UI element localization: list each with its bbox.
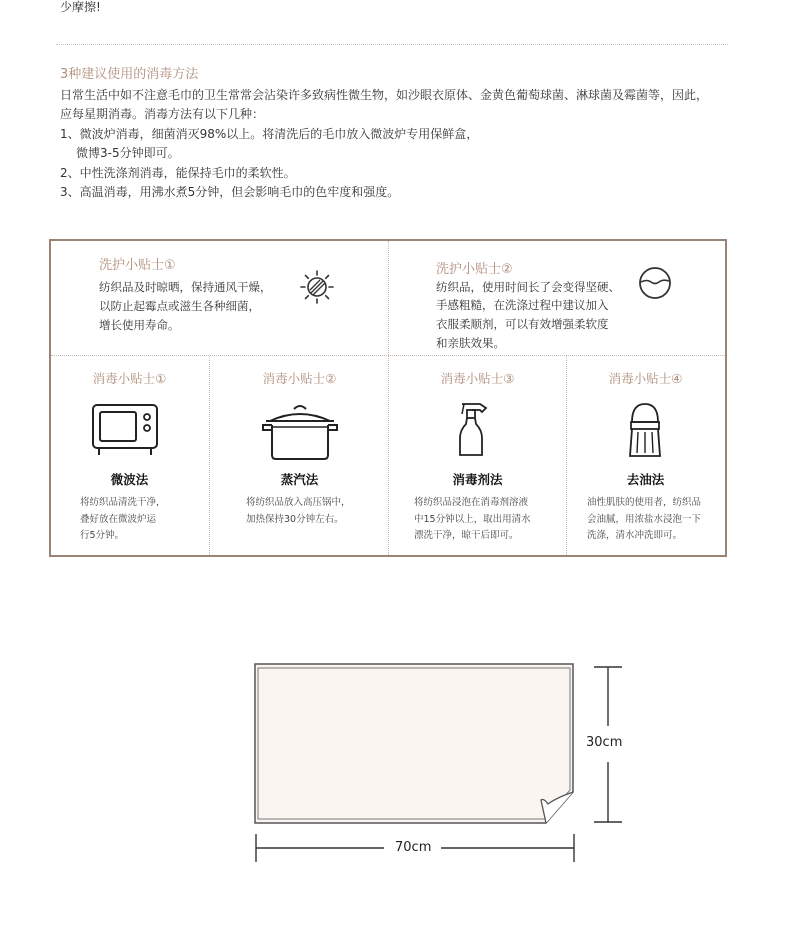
- care-tip-line: 以防止起霉点或滋生各种细菌，: [99, 299, 260, 313]
- disinfect-tip-title: 消毒小贴士④: [608, 371, 683, 386]
- disinfect-desc-line: 将纺织品放入高压锅中，: [246, 497, 351, 508]
- section-line: 2、中性洗涤剂消毒，能保持毛巾的柔软性。: [60, 166, 296, 180]
- disinfect-method-name: 去油法: [626, 472, 665, 487]
- disinfect-tip-title: 消毒小贴士①: [92, 371, 167, 386]
- section-line: 微博3-5分钟即可。: [76, 146, 180, 160]
- care-tip-title: 洗护小贴士①: [99, 258, 176, 273]
- section-line: 1、微波炉消毒，细菌消灭98%以上。将清洗后的毛巾放入微波炉专用保鲜盒，: [60, 127, 479, 141]
- care-tip-line: 手感粗糙，在洗涤过程中建议加入: [436, 298, 609, 312]
- height-label: 30cm: [586, 735, 623, 750]
- disinfect-method-name: 微波法: [110, 472, 149, 487]
- care-tip-title: 洗护小贴士②: [436, 262, 513, 277]
- section-title: 3种建议使用的消毒方法: [60, 67, 199, 82]
- care-tip-line: 增长使用寿命。: [99, 318, 180, 332]
- disinfect-desc-line: 将纺织品清洗干净，: [80, 497, 166, 508]
- intro-fragment: 少摩擦!: [60, 0, 101, 14]
- disinfect-tip-title: 消毒小贴士②: [262, 371, 337, 386]
- care-tip-line: 纺织品及时晾晒，保持通风干燥，: [99, 280, 272, 294]
- towel-shape: [255, 664, 573, 823]
- disinfect-desc-line: 洗涤，清水冲洗即可。: [587, 530, 683, 541]
- width-label: 70cm: [395, 840, 432, 855]
- section-line: 日常生活中如不注意毛巾的卫生常常会沾染许多致病性微生物，如沙眼衣原体、金黄色葡萄球菌、淋球菌及霉菌等，因此，: [60, 88, 709, 102]
- care-tip-line: 和亲肤效果。: [436, 336, 505, 350]
- section-line: 3、高温消毒，用沸水煮5分钟，但会影响毛巾的色牢度和强度。: [60, 185, 400, 199]
- disinfect-method-name: 蒸汽法: [280, 472, 319, 487]
- care-tip-line: 纺织品，使用时间长了会变得坚硬、: [436, 280, 620, 294]
- disinfect-desc-line: 中15分钟以上，取出用清水: [414, 514, 531, 525]
- section-line: 应每星期消毒。消毒方法有以下几种：: [60, 107, 265, 121]
- disinfect-method-name: 消毒剂法: [452, 472, 503, 487]
- disinfect-desc-line: 漂洗干净，晾干后即可。: [414, 530, 519, 541]
- disinfect-desc-line: 将纺织品浸泡在消毒剂溶液: [414, 497, 529, 508]
- care-tip-line: 衣服柔顺剂，可以有效增强柔软度: [436, 317, 609, 331]
- disinfect-desc-line: 行5分钟。: [80, 530, 125, 541]
- disinfect-tip-title: 消毒小贴士③: [440, 371, 515, 386]
- disinfect-desc-line: 叠好放在微波炉运: [80, 514, 157, 525]
- disinfect-desc-line: 油性肌肤的使用者，纺织品: [587, 497, 702, 508]
- disinfect-desc-line: 会油腻，用浓盐水浸泡一下: [587, 514, 702, 525]
- disinfect-desc-line: 加热保持30分钟左右。: [246, 514, 344, 525]
